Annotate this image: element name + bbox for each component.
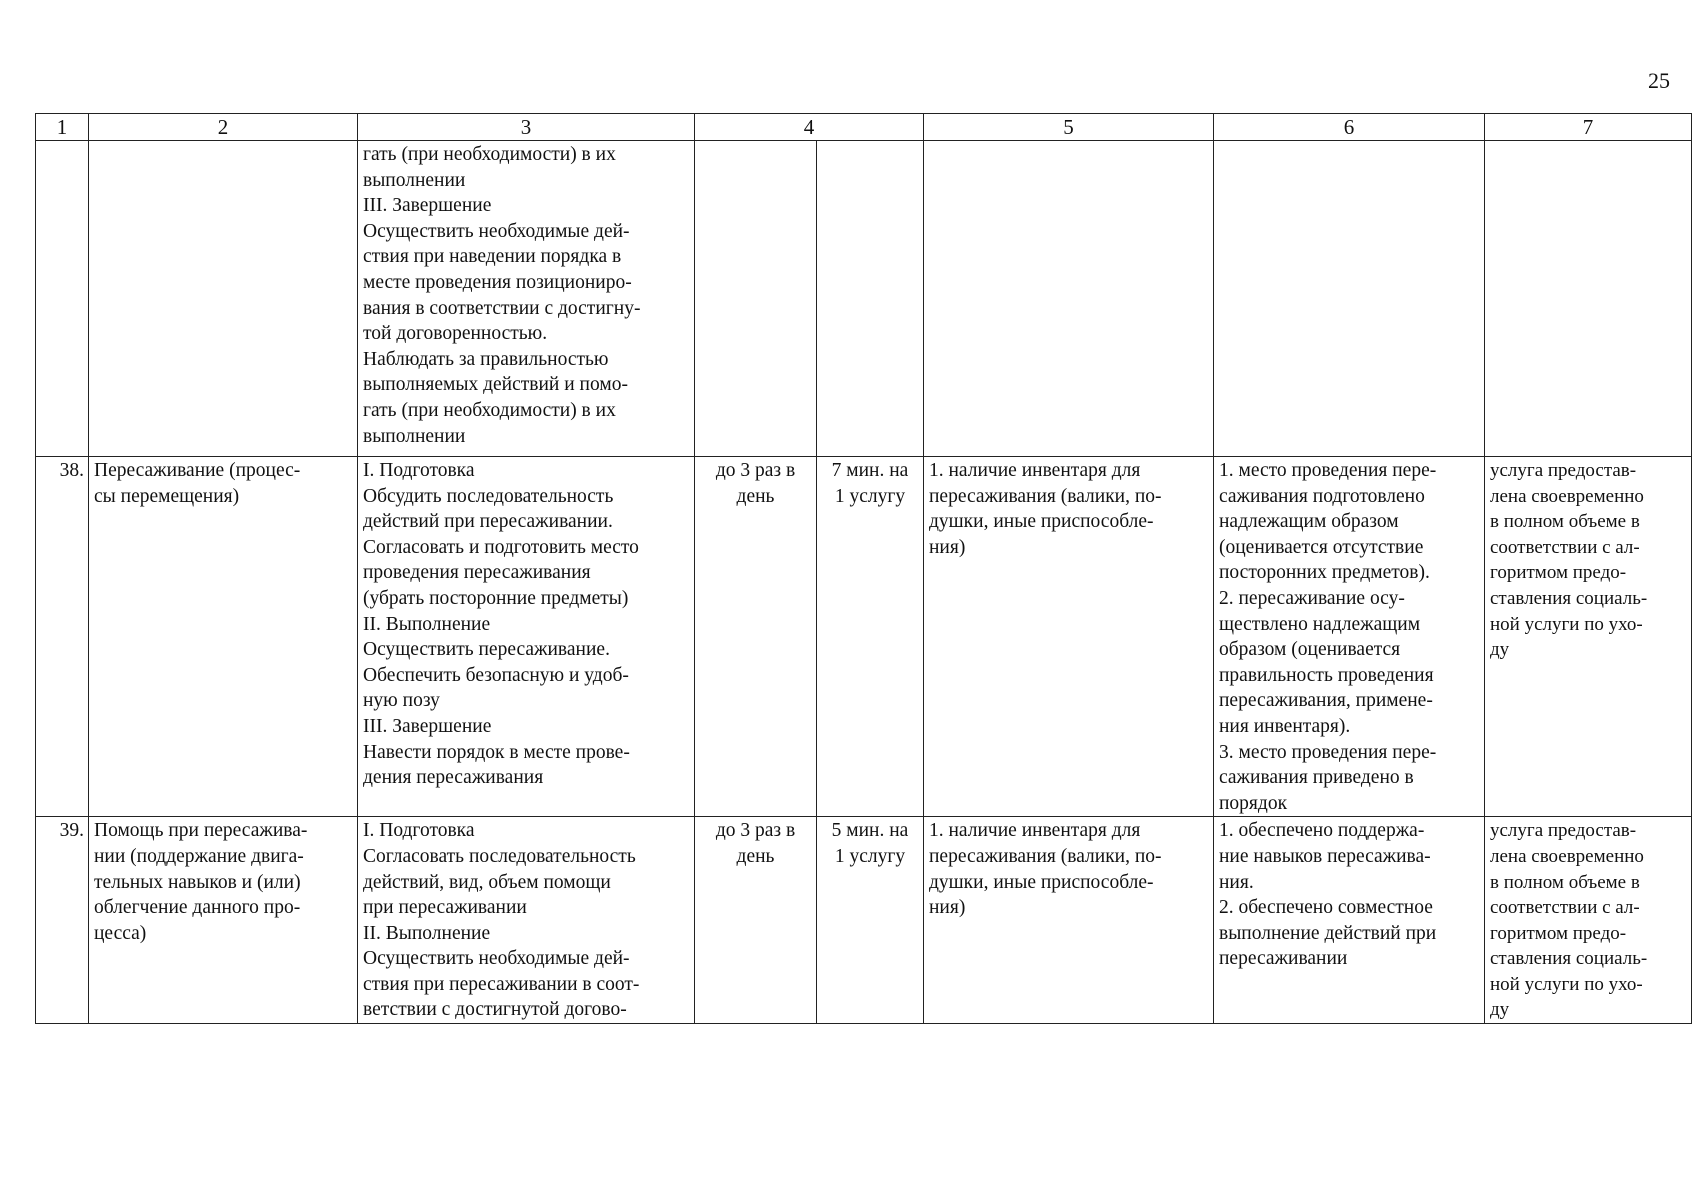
text-line: 2. пересаживание осу- xyxy=(1219,587,1405,609)
text-line: (оценивается отсутствие xyxy=(1219,536,1424,558)
text-line: нии (поддержание двига- xyxy=(94,845,304,867)
text-line: гать (при необходимости) в их xyxy=(363,144,616,165)
text-line: I. Подготовка xyxy=(363,460,475,481)
text-line: Наблюдать за правильностью xyxy=(363,348,609,370)
text-line: выполнении xyxy=(363,169,466,191)
text-line: пересаживания, примене- xyxy=(1219,690,1433,712)
table-header-row xyxy=(36,114,1692,141)
duration-cell xyxy=(817,817,924,1024)
header-cell: 3 xyxy=(358,114,695,141)
procedure-cell xyxy=(358,457,695,817)
text-line: 1. наличие инвентаря для xyxy=(929,820,1141,842)
inventory-cell xyxy=(924,817,1214,1024)
text-line: до 3 раз в xyxy=(715,460,796,481)
text-line: сы перемещения) xyxy=(94,485,240,507)
text-line: выполнении xyxy=(363,425,466,447)
text-line: ния. xyxy=(1219,871,1254,893)
text-line: пересаживании xyxy=(1219,948,1348,970)
text-line: образом (оценивается xyxy=(1219,639,1401,661)
text-line: Обеспечить безопасную и удоб- xyxy=(363,664,629,686)
text-line: пересаживания (валики, по- xyxy=(929,485,1162,507)
text-line: соответствии с ал- xyxy=(1490,897,1640,919)
text-line: Осуществить пересаживание. xyxy=(363,639,610,661)
text-line: проведения пересаживания xyxy=(363,562,591,584)
text-line: порядок xyxy=(1219,792,1288,814)
text-line: действий при пересаживании. xyxy=(363,511,613,533)
row-number-cell: 38. xyxy=(36,457,89,817)
text-line: месте проведения позициониро- xyxy=(363,271,632,293)
text-line: душки, иные приспособле- xyxy=(929,871,1154,893)
text-line: Пересаживание (процес- xyxy=(94,460,301,481)
text-line: 1 услугу xyxy=(834,845,906,867)
text-line: ствия при пересаживании в соот- xyxy=(363,973,640,995)
text-line: выполнение действий при xyxy=(1219,922,1437,944)
frequency-cell xyxy=(695,457,817,817)
text-line: услуга предостав- xyxy=(1490,460,1637,481)
text-line: действий, вид, объем помощи xyxy=(363,871,611,893)
text-line: ния) xyxy=(929,897,966,919)
text-line: день xyxy=(736,845,775,867)
text-line: горитмом предо- xyxy=(1490,922,1627,944)
text-line: гать (при необходимости) в их xyxy=(363,399,616,421)
text-line: 1 услугу xyxy=(834,485,906,507)
frequency-cell xyxy=(695,141,817,457)
text-line: ной услуги по ухо- xyxy=(1490,973,1643,995)
text-line: день xyxy=(736,485,775,507)
text-line: Навести порядок в месте прове- xyxy=(363,741,630,763)
result-cell xyxy=(1485,457,1692,817)
text-line: горитмом предо- xyxy=(1490,562,1627,584)
text-line: выполняемых действий и помо- xyxy=(363,374,628,396)
text-line: 5 мин. на xyxy=(831,820,909,842)
service-name-cell xyxy=(89,141,358,457)
text-line: 1. место проведения пере- xyxy=(1219,460,1437,481)
criteria-cell xyxy=(1214,141,1485,457)
text-line: Осуществить необходимые дей- xyxy=(363,948,630,970)
services-table xyxy=(35,113,1692,1024)
text-line: ния) xyxy=(929,536,966,558)
text-line: лена своевременно xyxy=(1490,845,1644,867)
service-name-cell xyxy=(89,817,358,1024)
duration-cell xyxy=(817,457,924,817)
text-line: Осуществить необходимые дей- xyxy=(363,220,630,242)
text-line: III. Завершение xyxy=(363,715,492,737)
header-cell: 7 xyxy=(1485,114,1692,141)
table-row xyxy=(36,457,1692,817)
text-line: II. Выполнение xyxy=(363,613,491,635)
inventory-cell xyxy=(924,141,1214,457)
text-line: III. Завершение xyxy=(363,195,492,217)
text-line: ной услуги по ухо- xyxy=(1490,613,1643,635)
text-line: Согласовать и подготовить место xyxy=(363,536,639,558)
text-line: ду xyxy=(1490,999,1510,1021)
text-line: 7 мин. на xyxy=(831,460,909,481)
text-line: ставления социаль- xyxy=(1490,948,1648,970)
text-line: Помощь при пересажива- xyxy=(94,820,308,842)
service-name-cell xyxy=(89,457,358,817)
text-line: Обсудить последовательность xyxy=(363,485,614,507)
text-line: II. Выполнение xyxy=(363,922,491,944)
text-line: 1. обеспечено поддержа- xyxy=(1219,820,1425,842)
text-line: до 3 раз в xyxy=(715,820,796,842)
text-line: дения пересаживания xyxy=(363,767,544,789)
header-cell: 4 xyxy=(695,114,924,141)
text-line: ставления социаль- xyxy=(1490,587,1648,609)
criteria-cell xyxy=(1214,817,1485,1024)
text-line: облегчение данного про- xyxy=(94,897,301,919)
text-line: ствия при наведении порядка в xyxy=(363,246,622,268)
page-number: 25 xyxy=(1648,68,1670,93)
text-line: (убрать посторонние предметы) xyxy=(363,587,629,609)
text-line: при пересаживании xyxy=(363,897,527,919)
text-line: 2. обеспечено совместное xyxy=(1219,897,1433,919)
row-number-cell xyxy=(36,141,89,457)
text-line: надлежащим образом xyxy=(1219,511,1399,533)
text-line: тельных навыков и (или) xyxy=(94,871,301,893)
text-line: лена своевременно xyxy=(1490,485,1644,507)
header-cell: 1 xyxy=(36,114,89,141)
text-line: Согласовать последовательность xyxy=(363,845,636,867)
header-cell: 5 xyxy=(924,114,1214,141)
table-row xyxy=(36,141,1692,457)
text-line: ния инвентаря). xyxy=(1219,715,1351,737)
text-line: ние навыков пересажива- xyxy=(1219,845,1431,867)
text-line: цесса) xyxy=(94,922,147,944)
text-line: в полном объеме в xyxy=(1490,871,1640,893)
frequency-cell xyxy=(695,817,817,1024)
text-line: услуга предостав- xyxy=(1490,820,1637,842)
text-line: ществлено надлежащим xyxy=(1219,613,1421,635)
text-line: посторонних предметов). xyxy=(1219,562,1430,584)
text-line: ную позу xyxy=(363,690,440,712)
text-line: ду xyxy=(1490,639,1510,661)
inventory-cell xyxy=(924,457,1214,817)
text-line: душки, иные приспособле- xyxy=(929,511,1154,533)
text-line: той договоренностью. xyxy=(363,323,548,345)
text-line: соответствии с ал- xyxy=(1490,536,1640,558)
row-number-cell: 39. xyxy=(36,817,89,1024)
text-line: правильность проведения xyxy=(1219,664,1434,686)
text-line: I. Подготовка xyxy=(363,820,475,842)
procedure-cell xyxy=(358,817,695,1024)
procedure-cell xyxy=(358,141,695,457)
text-line: вания в соответствии с достигну- xyxy=(363,297,641,319)
text-line: 1. наличие инвентаря для xyxy=(929,460,1141,481)
text-line: 3. место проведения пере- xyxy=(1219,741,1437,763)
duration-cell xyxy=(817,141,924,457)
text-line: пересаживания (валики, по- xyxy=(929,845,1162,867)
text-line: саживания подготовлено xyxy=(1219,485,1425,507)
text-line: ветствии с достигнутой догово- xyxy=(363,999,627,1021)
text-line: в полном объеме в xyxy=(1490,511,1640,533)
header-cell: 2 xyxy=(89,114,358,141)
result-cell xyxy=(1485,141,1692,457)
text-line: саживания приведено в xyxy=(1219,767,1414,789)
table-row xyxy=(36,817,1692,1024)
criteria-cell xyxy=(1214,457,1485,817)
header-cell: 6 xyxy=(1214,114,1485,141)
result-cell xyxy=(1485,817,1692,1024)
